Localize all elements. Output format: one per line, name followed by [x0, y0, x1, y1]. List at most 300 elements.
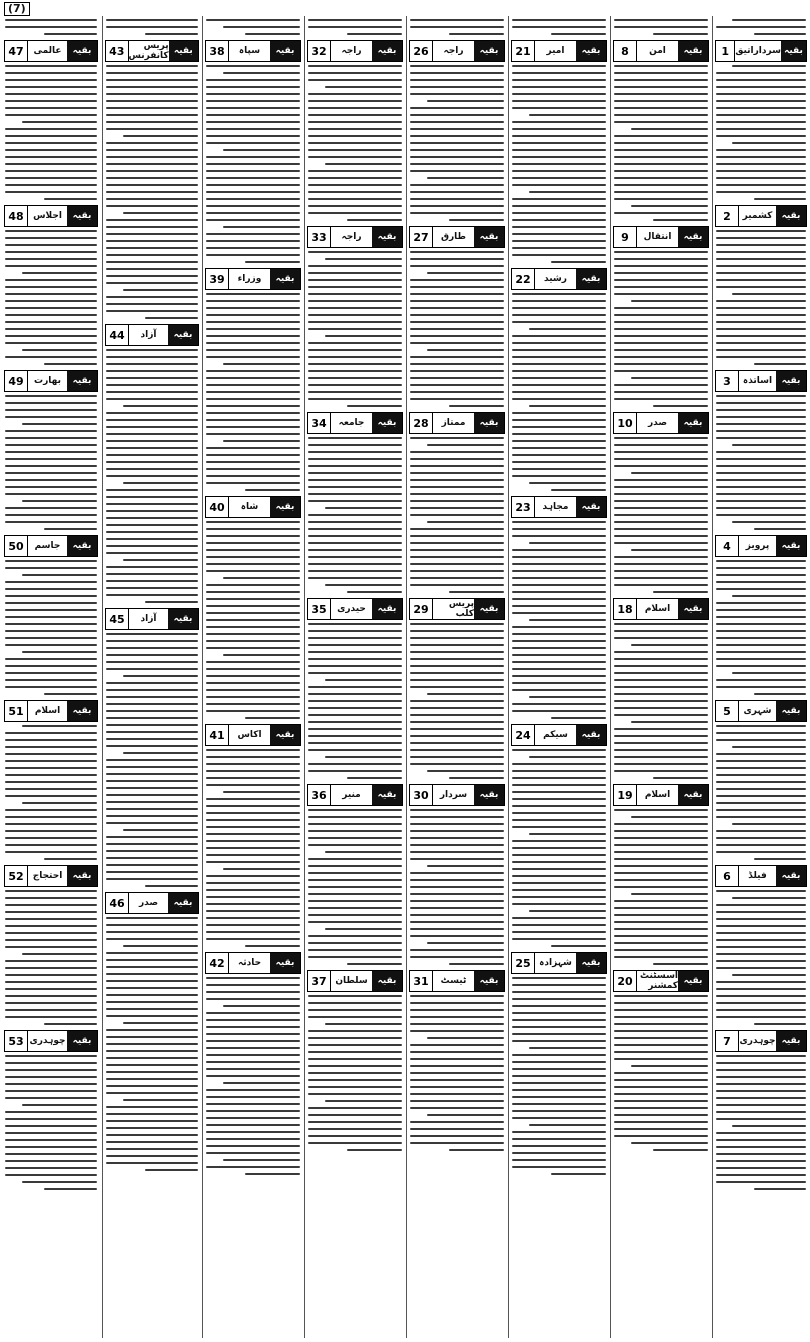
text-line [551, 489, 606, 491]
text-line [512, 219, 606, 221]
text-line [308, 816, 402, 818]
text-line [106, 440, 198, 442]
text-line [512, 591, 606, 593]
text-line [223, 226, 300, 228]
text-line [22, 121, 97, 123]
text-line [325, 1100, 402, 1102]
story-number: 41 [206, 725, 229, 745]
text-line [5, 844, 97, 846]
text-line [5, 665, 97, 667]
text-line [614, 493, 708, 495]
text-line [716, 437, 806, 439]
text-line [106, 871, 198, 873]
text-line [614, 444, 708, 446]
text-line [410, 198, 504, 200]
text-line [410, 251, 504, 253]
text-line [716, 26, 806, 28]
text-line [512, 1061, 606, 1063]
text-line [206, 233, 300, 235]
text-line [410, 307, 504, 309]
text-line [44, 1188, 97, 1190]
text-line [716, 286, 806, 288]
story-title: پریس کانفرنس [128, 41, 169, 61]
continued-story-header [613, 226, 709, 248]
text-line [308, 921, 402, 923]
text-line [410, 672, 504, 674]
text-line [512, 240, 606, 242]
text-line [410, 107, 504, 109]
text-line [512, 1159, 606, 1161]
text-line [410, 1072, 504, 1074]
text-line [308, 1079, 402, 1081]
text-line [206, 998, 300, 1000]
text-line [716, 960, 806, 962]
text-line [5, 816, 97, 818]
text-line [529, 542, 606, 544]
text-line [614, 1135, 708, 1137]
article-text-block [407, 995, 507, 1151]
text-line [410, 1051, 504, 1053]
text-line [308, 398, 402, 400]
continued-label: بقیہ [270, 269, 300, 289]
text-line [206, 812, 300, 814]
text-line [512, 521, 606, 523]
text-line [716, 830, 806, 832]
text-line [653, 963, 708, 965]
text-line [106, 717, 198, 719]
text-line [614, 928, 708, 930]
text-line [410, 212, 504, 214]
text-line [614, 177, 708, 179]
continued-label: بقیہ [67, 536, 97, 556]
story-title: سرداراتیق [735, 46, 781, 56]
story-number: 29 [410, 599, 433, 619]
continued-label: بقیہ [270, 953, 300, 973]
text-line [410, 458, 504, 460]
continued-label: بقیہ [474, 413, 504, 433]
text-line [206, 598, 300, 600]
text-line [5, 395, 97, 397]
continued-label: بقیہ [474, 785, 504, 805]
text-line [716, 1160, 806, 1162]
text-line [223, 1005, 300, 1007]
text-line [106, 468, 198, 470]
text-line [206, 847, 300, 849]
text-line [716, 1090, 806, 1092]
story-number: 8 [614, 41, 637, 61]
text-line [223, 149, 300, 151]
text-line [106, 114, 198, 116]
text-line [308, 465, 402, 467]
text-line [512, 156, 606, 158]
text-line [410, 72, 504, 74]
text-line [716, 851, 806, 853]
text-line [614, 914, 708, 916]
text-line [614, 714, 708, 716]
text-line [716, 644, 806, 646]
text-line [410, 879, 504, 881]
column-5 [304, 16, 405, 1338]
text-line [106, 745, 198, 747]
continued-story-header [511, 724, 607, 746]
continued-label: بقیہ [67, 866, 97, 886]
text-line [614, 935, 708, 937]
column-7 [102, 16, 201, 1338]
text-line [223, 1082, 300, 1084]
text-line [106, 349, 198, 351]
text-line [206, 205, 300, 207]
story-title: فیلڈ [748, 871, 767, 881]
text-line [716, 1055, 806, 1057]
text-line [614, 65, 708, 67]
text-line [5, 444, 97, 446]
text-line [308, 735, 402, 737]
text-line [512, 65, 606, 67]
story-number: 19 [614, 785, 637, 805]
text-line [106, 1120, 198, 1122]
text-line [716, 451, 806, 453]
text-line [716, 472, 806, 474]
text-line [308, 837, 402, 839]
text-line [5, 1111, 97, 1113]
text-line [716, 423, 806, 425]
text-line [614, 830, 708, 832]
text-line [308, 391, 402, 393]
text-line [427, 865, 504, 867]
story-number: 48 [5, 206, 28, 226]
story-number: 23 [512, 497, 535, 517]
text-line [5, 356, 97, 358]
text-line [206, 335, 300, 337]
text-line [308, 844, 402, 846]
text-line [614, 163, 708, 165]
text-line [206, 1033, 300, 1035]
text-line [512, 605, 606, 607]
text-line [512, 342, 606, 344]
text-line [410, 907, 504, 909]
text-line [206, 931, 300, 933]
text-line [512, 938, 606, 940]
story-title: شہزادہ [539, 958, 572, 968]
text-line [308, 493, 402, 495]
text-line [512, 391, 606, 393]
text-line [732, 142, 806, 144]
text-line [512, 998, 606, 1000]
text-line [206, 93, 300, 95]
text-line [206, 461, 300, 463]
text-line [106, 1106, 198, 1108]
text-line [614, 514, 708, 516]
text-line [106, 566, 198, 568]
text-line [206, 398, 300, 400]
text-line [308, 79, 402, 81]
text-line [106, 391, 198, 393]
continued-story-header [715, 205, 807, 227]
text-line [716, 760, 806, 762]
text-line [308, 170, 402, 172]
text-line [716, 925, 806, 927]
text-line [308, 770, 402, 772]
text-line [5, 135, 97, 137]
text-line [614, 26, 708, 28]
continued-story-header [205, 952, 301, 974]
text-line [308, 1135, 402, 1137]
text-line [308, 514, 402, 516]
text-line [410, 149, 504, 151]
text-line [106, 987, 198, 989]
text-line [106, 268, 198, 270]
continued-story-header [409, 412, 505, 434]
text-line [308, 1065, 402, 1067]
text-line [106, 303, 198, 305]
text-line [123, 289, 198, 291]
text-line [512, 398, 606, 400]
text-line [308, 65, 402, 67]
text-line [5, 149, 97, 151]
text-line [427, 521, 504, 523]
text-line [206, 696, 300, 698]
text-line [308, 693, 402, 695]
text-line [410, 300, 504, 302]
story-title: اسلام [644, 604, 671, 614]
text-line [347, 963, 402, 965]
column-1 [712, 16, 809, 1338]
text-line [732, 974, 806, 976]
text-line [308, 549, 402, 551]
text-line [512, 247, 606, 249]
text-line [5, 458, 97, 460]
text-line [308, 314, 402, 316]
text-line [512, 1005, 606, 1007]
text-line [206, 1026, 300, 1028]
text-line [106, 780, 198, 782]
continued-story-header [511, 268, 607, 290]
text-line [5, 939, 97, 941]
story-title: راجہ [341, 46, 362, 56]
text-line [206, 86, 300, 88]
text-line [5, 307, 97, 309]
article-text-block [713, 1055, 809, 1190]
text-line [106, 980, 198, 982]
text-line [5, 409, 97, 411]
text-line [206, 177, 300, 179]
text-line [206, 689, 300, 691]
text-line [512, 840, 606, 842]
text-line [512, 349, 606, 351]
text-line [245, 33, 300, 35]
text-line [410, 1058, 504, 1060]
text-line [631, 128, 708, 130]
article-text-block [713, 395, 809, 530]
text-line [410, 86, 504, 88]
text-line [551, 1173, 606, 1175]
text-line [410, 763, 504, 765]
text-line [410, 900, 504, 902]
continued-label: بقیہ [67, 206, 97, 226]
text-line [106, 696, 198, 698]
continued-label: بقیہ [678, 785, 708, 805]
text-line [410, 163, 504, 165]
text-line [308, 121, 402, 123]
text-line [512, 654, 606, 656]
text-line [308, 714, 402, 716]
text-line [106, 801, 198, 803]
text-line [614, 872, 708, 874]
text-line [653, 1149, 708, 1151]
text-line [22, 1181, 97, 1183]
text-line [106, 640, 198, 642]
text-line [614, 170, 708, 172]
text-line [410, 370, 504, 372]
text-line [614, 577, 708, 579]
text-line [206, 419, 300, 421]
text-line [5, 1118, 97, 1120]
text-line [427, 177, 504, 179]
text-line [106, 724, 198, 726]
text-line [410, 844, 504, 846]
text-line [22, 802, 97, 804]
text-line [614, 1051, 708, 1053]
continued-label: بقیہ [776, 206, 806, 226]
article-text-block [611, 251, 711, 407]
story-number: 31 [410, 971, 433, 991]
text-line [106, 766, 198, 768]
text-line [106, 1057, 198, 1059]
text-line [106, 973, 198, 975]
story-title: صدر [647, 418, 668, 428]
text-line [106, 580, 198, 582]
text-line [410, 479, 504, 481]
text-line [106, 363, 198, 365]
text-line [308, 763, 402, 765]
text-line [732, 444, 806, 446]
story-number: 20 [614, 971, 637, 991]
article-text-block [713, 230, 809, 365]
text-line [614, 1037, 708, 1039]
text-line [614, 149, 708, 151]
story-title: پریس کلب [448, 599, 474, 619]
text-line [614, 465, 708, 467]
text-line [614, 995, 708, 997]
story-number: 18 [614, 599, 637, 619]
text-line [614, 1079, 708, 1081]
text-line [410, 1002, 504, 1004]
story-number: 21 [512, 41, 535, 61]
continued-story-header [613, 970, 709, 992]
text-line [427, 272, 504, 274]
text-line [5, 402, 97, 404]
text-line [206, 591, 300, 593]
text-line [716, 107, 806, 109]
text-line [308, 858, 402, 860]
continued-label: بقیہ [678, 41, 708, 61]
text-line [512, 535, 606, 537]
text-line [410, 1135, 504, 1137]
text-line [308, 156, 402, 158]
text-line [512, 749, 606, 751]
text-line [631, 721, 708, 723]
text-line [347, 777, 402, 779]
text-line [206, 307, 300, 309]
text-line [5, 493, 97, 495]
text-line [106, 815, 198, 817]
article-text-block [2, 395, 100, 530]
text-line [106, 1162, 198, 1164]
text-line [5, 177, 97, 179]
continued-story-header [4, 40, 98, 62]
text-line [614, 623, 708, 625]
text-line [206, 819, 300, 821]
text-line [106, 587, 198, 589]
text-line [716, 1174, 806, 1176]
text-line [410, 1093, 504, 1095]
text-line [716, 725, 806, 727]
text-line [106, 689, 198, 691]
article-text-block [713, 890, 809, 1025]
text-line [716, 251, 806, 253]
text-line [206, 370, 300, 372]
text-line [512, 819, 606, 821]
text-line [308, 342, 402, 344]
text-line [716, 816, 806, 818]
text-line [308, 72, 402, 74]
text-line [732, 823, 806, 825]
text-line [106, 191, 198, 193]
text-line [106, 254, 198, 256]
text-line [308, 1009, 402, 1011]
text-line [206, 798, 300, 800]
text-line [22, 725, 97, 727]
article-text-block [509, 19, 609, 35]
text-line [308, 995, 402, 997]
text-line [123, 135, 198, 137]
text-line [5, 686, 97, 688]
text-line [308, 377, 402, 379]
text-line [308, 542, 402, 544]
text-line [5, 1174, 97, 1176]
text-line [308, 142, 402, 144]
text-line [410, 644, 504, 646]
text-line [206, 1047, 300, 1049]
text-line [716, 135, 806, 137]
text-line [206, 633, 300, 635]
text-line [206, 114, 300, 116]
text-line [308, 300, 402, 302]
text-line [206, 1117, 300, 1119]
story-title: بھارت [34, 376, 61, 386]
text-line [106, 510, 198, 512]
text-line [206, 468, 300, 470]
text-line [308, 184, 402, 186]
story-title: اسسٹنٹ کمشنر [640, 971, 678, 991]
column-3 [508, 16, 609, 1338]
text-line [106, 661, 198, 663]
text-line [206, 875, 300, 877]
text-line [614, 770, 708, 772]
text-line [614, 700, 708, 702]
text-line [308, 1114, 402, 1116]
text-line [5, 472, 97, 474]
text-line [716, 1002, 806, 1004]
text-line [631, 377, 708, 379]
text-line [106, 156, 198, 158]
text-line [614, 1058, 708, 1060]
text-line [512, 563, 606, 565]
text-line [716, 844, 806, 846]
text-line [206, 703, 300, 705]
text-line [5, 746, 97, 748]
text-line [106, 233, 198, 235]
